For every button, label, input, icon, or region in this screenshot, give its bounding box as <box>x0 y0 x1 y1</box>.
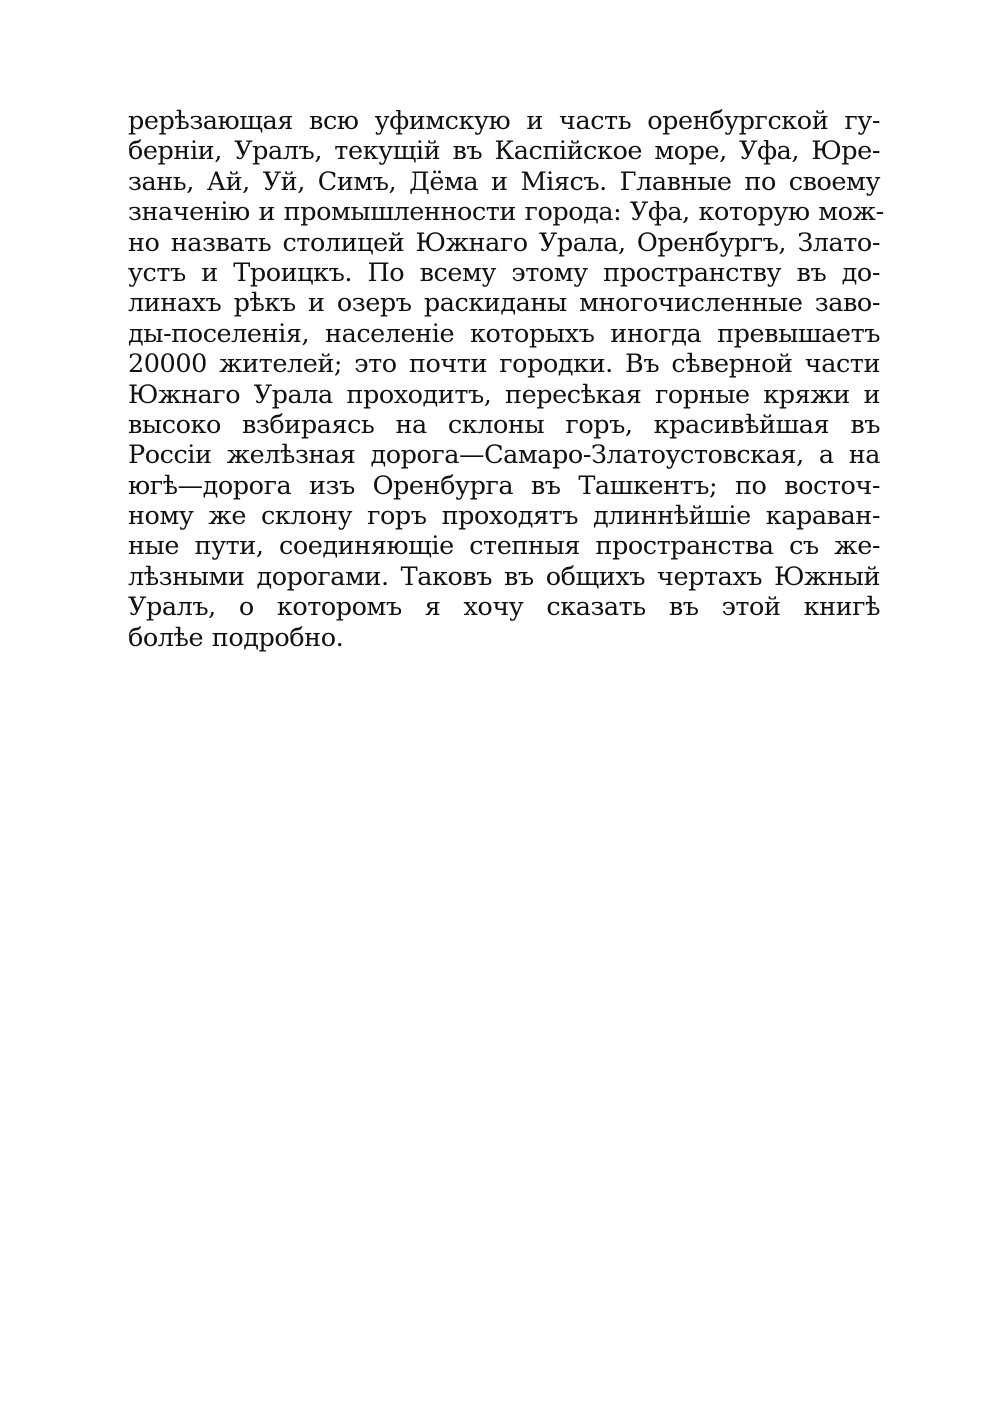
text-line-last: болѣе подробно. <box>128 622 344 653</box>
text-line: югѣ—дорога изъ Оренбурга въ Ташкентъ; по восточ- <box>128 470 880 501</box>
text-line: ды-поселенія, населеніе которыхъ иногда превышаетъ <box>128 318 880 349</box>
text-line: ные пути, соединяющіе степныя пространства съ же- <box>128 531 880 562</box>
text-line: линахъ рѣкъ и озеръ раскиданы многочисленные заво- <box>128 288 880 319</box>
text-line: устъ и Троицкъ. По всему этому пространству въ до- <box>128 257 880 288</box>
text-line: 20000 жителей; это почти городки. Въ сѣверной части <box>128 349 880 380</box>
text-line: значенію и промышленности города: Уфа, которую мож- <box>128 197 884 228</box>
text-line: но назвать столицей Южнаго Урала, Оренбургъ, Злато- <box>128 227 880 258</box>
text-line: зань, Ай, Уй, Симъ, Дёма и Міясъ. Главные по своему <box>128 166 880 197</box>
text-line: Уралъ, о которомъ я хочу сказать въ этой книгѣ <box>128 592 880 623</box>
text-line: высоко взбираясь на склоны горъ, красивѣйшая въ <box>128 409 880 440</box>
text-line: рерѣзающая всю уфимскую и часть оренбургской гу- <box>128 106 880 136</box>
text-line: Россіи желѣзная дорога—Самаро-Златоустовская, а на <box>128 440 880 471</box>
text-line: лѣзными дорогами. Таковъ въ общихъ чертахъ Южный <box>128 561 880 592</box>
text-line: берніи, Уралъ, текущій въ Каспійское море, Уфа, Юре- <box>128 136 880 167</box>
body-text <box>128 106 884 653</box>
text-line: Южнаго Урала проходитъ, пересѣкая горные кряжи и <box>128 379 880 410</box>
text-line: ному же склону горъ проходятъ длиннѣйшіе караван- <box>128 501 880 532</box>
